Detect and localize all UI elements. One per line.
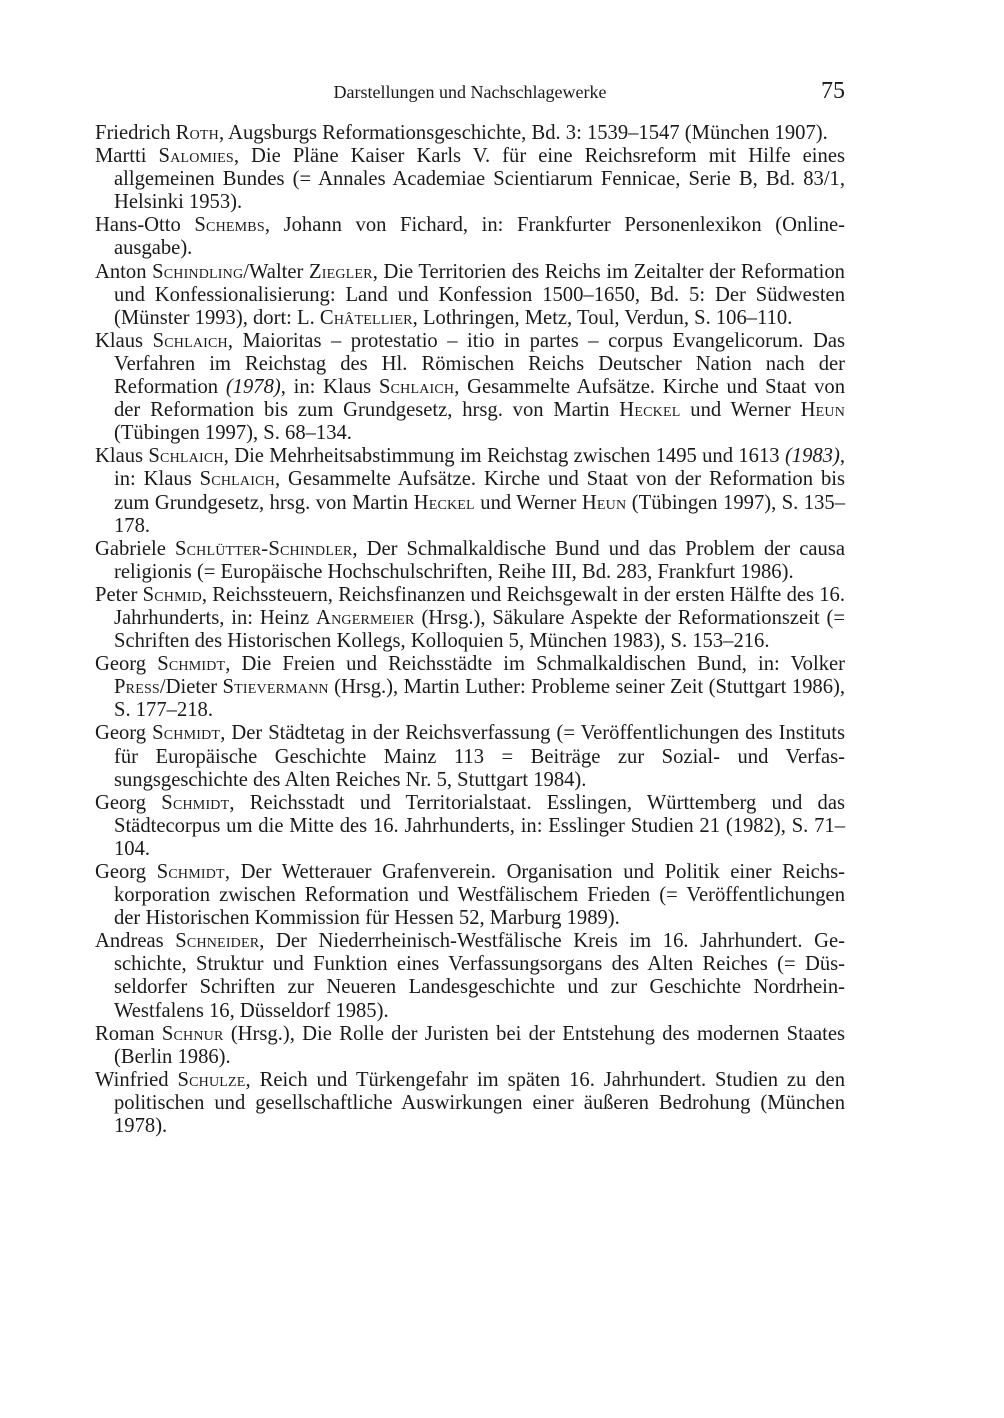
author-surname: Schlaich [148,445,224,468]
entry-text: , Die Territorien des Reichs im Zeitalter der Reformation und Konfessionalisierung: Land und Konfession 1500–1650, Bd. 5: Der Südwesten (Münster 1993), dort: L. [114,260,845,329]
entry-text: (Tübingen 1997), S. 135–178. [114,491,845,537]
bibliography-entry [95,584,845,653]
author-first-name: Martti [95,145,147,168]
bibliography-list [95,122,845,1138]
entry-text: , Gesammelte Aufsätze. Kirche und Staat von der Reformation bis zum Grundgesetz, hrsg. von Martin [114,468,845,514]
entry-text: , Maioritas – protestatio – itio in partes – corpus Evangelicorum. Das Verfahren im Reichstag des Hl. Römischen Reichs Deutscher Nation nach der Reformation [114,329,845,399]
referenced-author: Schlaich [199,468,275,491]
entry-text: , in: Klaus [114,445,845,491]
page-header [95,78,845,108]
author-surname: Schembs [194,214,265,237]
bibliography-entry [95,261,845,330]
author-first-name: Roman [95,1022,155,1045]
entry-text: , Der Schmalkaldische Bund und das Problem der causa religionis (= Europäische Hochschulschriften, Reihe III, Bd. 283, Frankfurt 1986). [114,537,846,583]
author-surname: Schmid [142,583,202,606]
entry-text: , Augsburgs Reformationsgeschichte, Bd. 3: 1539–1547 (München 1907). [218,122,828,144]
page-number: 75 [821,78,845,104]
bibliography-entry [95,1069,845,1138]
bibliography-entry [95,122,845,145]
editor-surname: Heun [581,491,627,514]
entry-text: , Reichsstadt und Territorialstaat. Esslingen, Württemberg und das Städtecorpus um die Mitte des 16. Jahrhunderts, in: Esslinger Studien 21 (1982), S. 71–104. [114,791,845,860]
author-surname: Salomies [158,145,234,168]
bibliography-entry [95,538,845,584]
entry-text: , Gesammelte Aufsätze. Kirche und Staat von der Reformation bis zum Grundgesetz, hrsg. von Martin [114,376,846,422]
entry-text: (Tübingen 1997), S. 68–134. [114,422,352,445]
entry-text: /Dieter [159,676,223,699]
referenced-author: Press [114,676,160,699]
entry-text: (Hrsg.), Säkulare Aspekte der Reformationszeit (= Schriften des Historischen Kollegs, Kolloquien 5, München 1983), S. 153–216. [114,606,845,653]
referenced-author: Schlaich [378,376,455,399]
entry-text: , Reichssteuern, Reichsfinanzen und Reichsgewalt in der ersten Hälfte des 16. Jahrhunderts, in: Heinz [114,583,845,629]
author-first-name: Klaus [95,329,144,352]
author-first-name: Georg [95,791,147,814]
publication-year: (1983) [784,445,840,468]
publication-year: (1978) [225,376,281,399]
author-first-name: Winfried [95,1068,169,1091]
author-first-name: Friedrich [95,122,171,144]
entry-text: , in: Klaus [280,376,379,399]
bibliography-entry [95,722,845,791]
author-first-name: Anton [95,260,147,283]
bibliography-entry [95,861,845,930]
entry-text: und Werner [680,399,801,422]
author-first-name: Peter [95,583,138,606]
bibliography-entry [95,214,845,260]
bibliography-entry [95,653,845,722]
entry-text: (Hrsg.), Die Rolle der Juristen bei der Entstehung des modernen Staates (Berlin 1986). [114,1022,845,1068]
author-surname: Schlütter-Schindler [174,537,353,560]
author-first-name: Georg [95,722,147,745]
author-surname: Schmidt [156,861,225,883]
entry-text: , Der Niederrheinisch-Westfälische Kreis im 16. Jahrhundert. Geschichte, Struktur und Funktion eines Verfassungsorgans des Alten Reiches (= Düsseldorfer Schriften zur Neueren Landesgeschichte und zur Geschichte Nordrhein-Westfalens 16, Düsseldorf 1985). [114,930,845,1022]
running-title: Darstellungen und Nachschlagewerke [333,82,607,102]
author-surname: Schlaich [152,329,228,352]
referenced-author: Angermeier [316,606,415,629]
bibliography-entry [95,930,845,1022]
editor-surname: Heckel [413,491,475,514]
entry-text: , Die Pläne Kaiser Karls V. für eine Reichsreform mit Hilfe eines allgemeinen Bundes (= Annales Academiae Scientiarum Fennicae, Serie B, Bd. 83/1, Helsinki 1953). [114,145,845,214]
entry-text: , Reich und Türkengefahr im späten 16. Jahrhundert. Studien zu den politischen und gesellschaftliche Auswirkungen einer äußeren Bedrohung (München 1978). [114,1068,845,1138]
referenced-author: Stievermann [222,676,329,699]
entry-text: , Die Mehrheitsabstimmung im Reichstag zwischen 1495 und 1613 [223,445,785,468]
bibliography-entry [95,1023,845,1069]
author-surname: Roth [175,122,219,144]
author-first-name: Gabriele [95,537,166,560]
author-first-name: Andreas [95,930,164,953]
author-surname: Schneider [175,930,260,953]
entry-text: , Johann von Fichard, in: Frankfurter Personenlexikon (Onlineausgabe). [114,214,846,260]
author-surname: Schmidt [157,653,226,676]
entry-text: , Der Wetterauer Grafenverein. Organisation und Politik einer Reichskorporation zwischen Reformation und Westfälischem Frieden (= Veröffentlichungen der Historischen Kommission für Hessen 52, Marburg 1989). [114,861,845,930]
entry-text: , Die Freien und Reichsstädte im Schmalkaldischen Bund, in: Volker [225,653,845,676]
entry-text: (Hrsg.), Martin Luther: Probleme seiner Zeit (Stuttgart 1986), S. 177–218. [114,676,845,722]
entry-text: , Der Städtetag in der Reichsverfassung (= Veröffentlichungen des Instituts für Europäische Geschichte Mainz 113 = Beiträge zur Sozial- und Verfassungsgeschichte des Alten Reiches Nr. 5, Stuttgart 1984). [114,722,845,791]
author-separator: /Walter [243,260,309,283]
referenced-author: Châtellier [319,306,413,329]
bibliography-entry [95,330,845,445]
entry-text: und Werner [474,491,582,514]
author-surname: Schulze [177,1068,246,1091]
author-surname: Schmidt [152,722,221,745]
author-first-name: Georg [95,653,147,676]
author-surname: Schindling [152,260,244,283]
author-first-name: Klaus [95,445,144,468]
author-surname: Schnur [161,1022,224,1045]
author-first-name: Georg [95,861,147,883]
bibliography-entry [95,792,845,861]
author-first-name: Hans-Otto [95,214,181,237]
author-surname: Schmidt [161,791,230,814]
author-surname: Ziegler [308,260,373,283]
entry-text: , Lothringen, Metz, Toul, Verdun, S. 106–110. [412,306,793,329]
editor-surname: Heun [800,399,846,422]
editor-surname: Heckel [619,399,681,422]
bibliography-entry [95,145,845,214]
bibliography-entry [95,445,845,537]
